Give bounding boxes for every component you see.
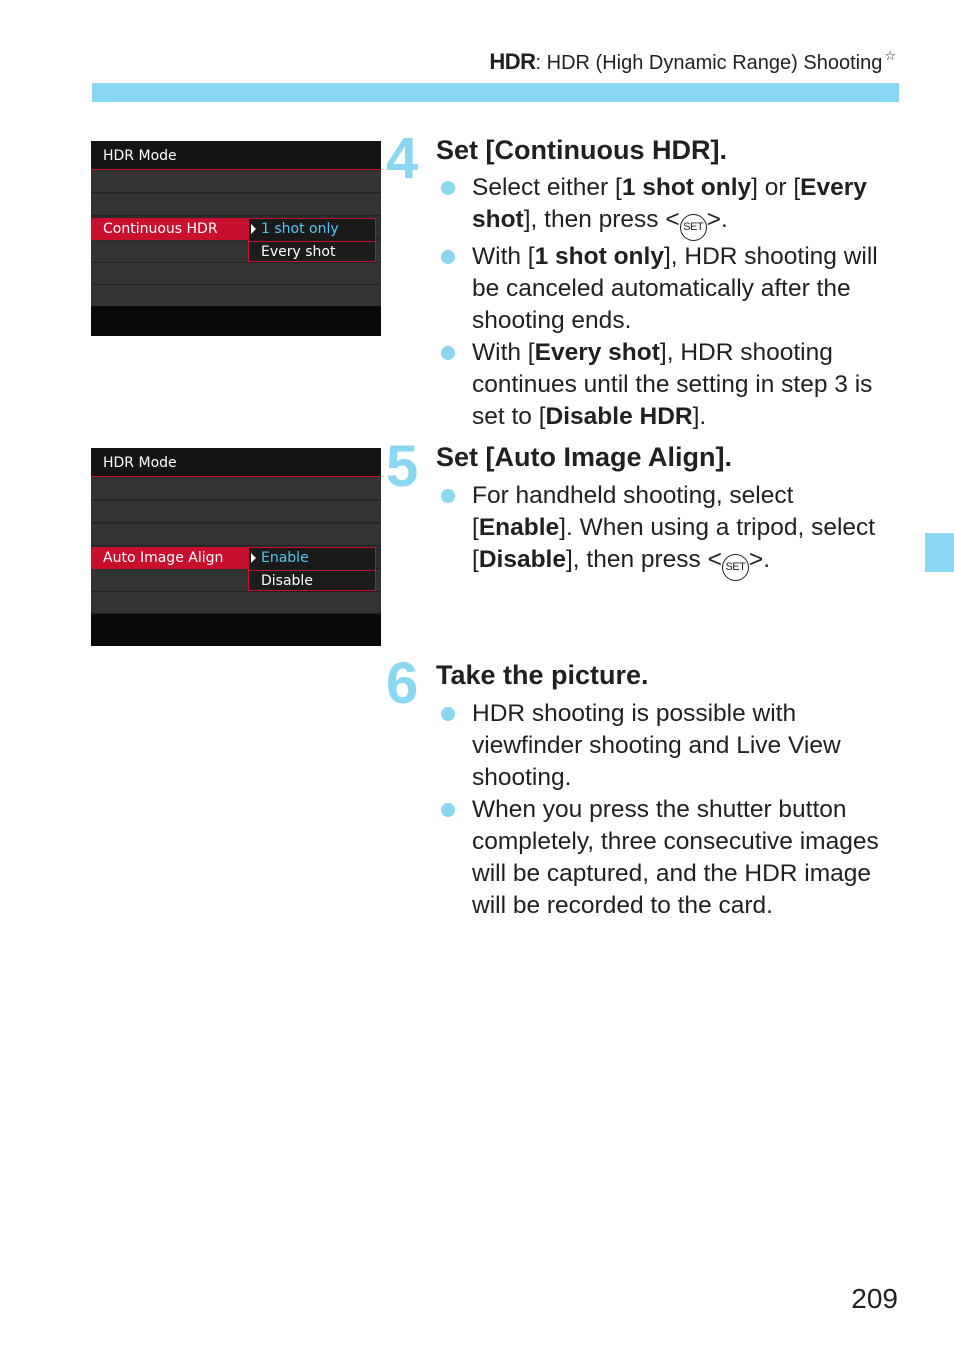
bullet-icon	[441, 250, 455, 264]
list-item: With [1 shot only], HDR shooting will be canceled automatically after the shooting ends.	[440, 241, 900, 337]
header-title: : HDR (High Dynamic Range) Shooting	[535, 52, 883, 74]
screen-footer	[91, 306, 381, 336]
screen-title: HDR Mode	[103, 455, 177, 471]
hdr-mode-icon: HDR	[489, 49, 536, 74]
step-5-bullets	[440, 480, 900, 581]
menu-row	[91, 285, 381, 307]
camera-menu-screen-auto-image-align	[91, 448, 381, 646]
menu-row	[91, 524, 381, 546]
step-4-bullets	[440, 172, 900, 433]
set-button-icon: SET	[722, 554, 749, 581]
step-title: Set [Continuous HDR].	[436, 135, 727, 165]
menu-item-label: Auto Image Align	[103, 550, 224, 566]
screen-footer	[91, 614, 381, 646]
option-list	[248, 547, 376, 591]
option-one-shot-only[interactable]: 1 shot only	[249, 219, 375, 240]
option-every-shot[interactable]: Every shot	[249, 241, 375, 262]
step-number: 6	[386, 651, 417, 716]
option-list	[248, 218, 376, 262]
step-number: 5	[386, 434, 417, 499]
bullet-icon	[441, 489, 455, 503]
menu-row	[91, 171, 381, 193]
running-header	[489, 48, 896, 79]
menu-row	[91, 592, 381, 614]
selection-arrow-icon	[251, 224, 256, 234]
option-disable[interactable]: Disable	[249, 570, 375, 591]
option-enable[interactable]: Enable	[249, 548, 375, 569]
list-item: HDR shooting is possible with viewfinder shooting and Live View shooting.	[440, 698, 900, 794]
screen-title-bar	[91, 141, 381, 170]
bullet-icon	[441, 181, 455, 195]
screen-title-bar	[91, 448, 381, 477]
list-item: For handheld shooting, select [Enable]. When using a tripod, select [Disable], then press < SET >.	[440, 480, 900, 581]
list-item: When you press the shutter button completely, three consecutive images will be captured, and the HDR image will be recorded to the card.	[440, 794, 900, 922]
list-item: Select either [1 shot only] or [Every shot], then press < SET >.	[440, 172, 900, 241]
set-button-icon: SET	[680, 214, 707, 241]
menu-row	[91, 263, 381, 285]
screen-title: HDR Mode	[103, 148, 177, 164]
step-6-bullets	[440, 698, 900, 922]
bullet-icon	[441, 707, 455, 721]
advanced-star-icon: ☆	[884, 48, 896, 63]
step-title: Take the picture.	[436, 660, 649, 690]
menu-row	[91, 501, 381, 523]
step-number: 4	[386, 126, 417, 191]
page-number: 209	[851, 1283, 898, 1314]
menu-row	[91, 478, 381, 500]
bullet-icon	[441, 346, 455, 360]
list-item: With [Every shot], HDR shooting continues until the setting in step 3 is set to [Disable HDR].	[440, 337, 900, 433]
bullet-icon	[441, 803, 455, 817]
chapter-side-tab	[925, 533, 954, 572]
step-title: Set [Auto Image Align].	[436, 442, 732, 472]
menu-item-label: Continuous HDR	[103, 221, 218, 237]
selection-arrow-icon	[251, 553, 256, 563]
header-color-bar	[92, 83, 899, 102]
camera-menu-screen-continuous-hdr	[91, 141, 381, 336]
menu-row	[91, 194, 381, 216]
